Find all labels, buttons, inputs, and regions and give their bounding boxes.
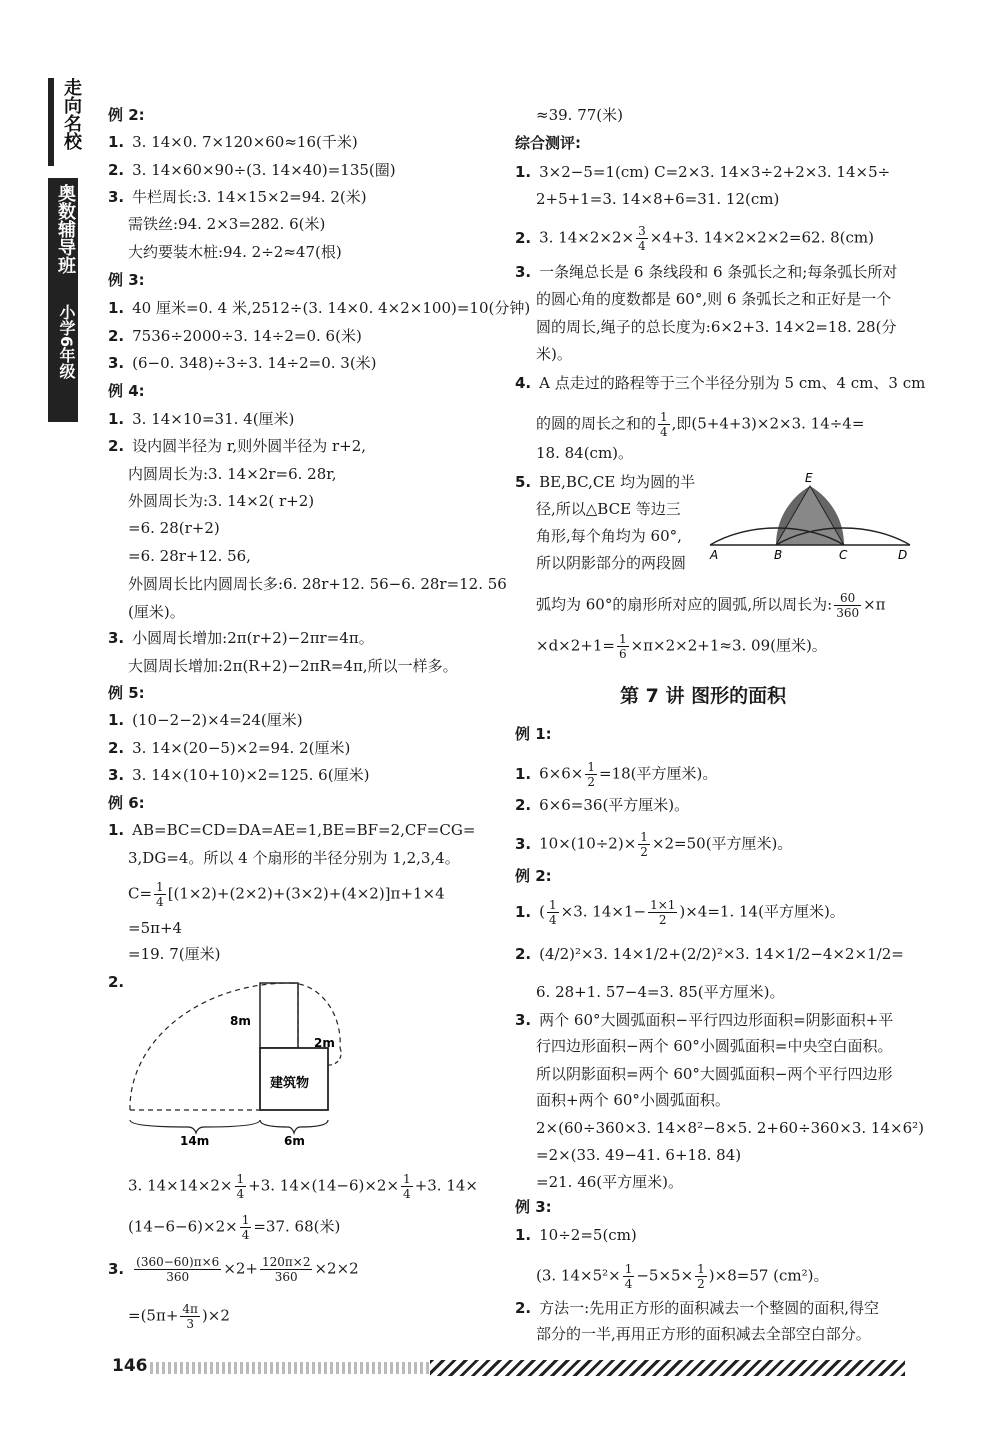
text-line bbox=[536, 317, 896, 337]
item-number: 2. bbox=[108, 327, 125, 345]
point-d: D bbox=[898, 548, 908, 562]
label-2m: 2m bbox=[314, 1036, 335, 1050]
fraction-denominator: 4 bbox=[403, 1187, 411, 1201]
numbered-line bbox=[515, 373, 925, 393]
text-part: =5π+4 bbox=[128, 919, 183, 937]
numbered-line bbox=[515, 898, 845, 927]
text-line bbox=[128, 656, 458, 676]
rope-post bbox=[260, 983, 298, 1048]
fraction-numerator: 1 bbox=[403, 1172, 411, 1186]
text-line bbox=[536, 1262, 829, 1291]
numbered-line bbox=[515, 1298, 879, 1318]
text-part: ×π×2×2+1≈3. 09(厘米)。 bbox=[630, 636, 827, 655]
numbered-line bbox=[515, 262, 897, 282]
fraction-2 bbox=[695, 1262, 707, 1291]
text-part: 6. 28+1. 57−4=3. 85(平方厘米)。 bbox=[536, 983, 785, 1001]
numbered-line bbox=[108, 353, 377, 373]
fraction-denominator: 2 bbox=[640, 845, 648, 859]
text-line bbox=[536, 1036, 893, 1056]
fraction-2 bbox=[401, 1172, 413, 1201]
numbered-line bbox=[108, 765, 369, 785]
text-part: 10×(10÷2)× bbox=[539, 834, 637, 853]
text-part: 角形,每个角均为 60°, bbox=[536, 527, 682, 545]
text-part: 的圆心角的度数都是 60°,则 6 条弧长之和正好是一个 bbox=[536, 290, 892, 308]
text-part: 的圆的周长之和的 bbox=[536, 414, 657, 433]
text-part: 10÷2=5(cm) bbox=[539, 1226, 637, 1244]
fraction-denominator: 360 bbox=[274, 1270, 298, 1284]
fraction-denominator: 4 bbox=[549, 913, 557, 927]
text-part: 径,所以△BCE 等边三 bbox=[536, 500, 681, 518]
text-part: =(5π+ bbox=[128, 1306, 179, 1325]
text-part: 40 厘米=0. 4 米,2512÷(3. 14×0. 4×2×100)=10(分钟) bbox=[132, 299, 531, 317]
item-number: 1. bbox=[515, 163, 532, 181]
text-part: −5×5× bbox=[636, 1266, 694, 1285]
text-line bbox=[536, 443, 633, 463]
section-heading: 例 4: bbox=[108, 382, 145, 400]
fraction bbox=[585, 760, 597, 789]
text-part: A 点走过的路程等于三个半径分别为 5 cm、4 cm、3 cm bbox=[539, 374, 926, 392]
fraction-numerator: 1 bbox=[549, 898, 557, 912]
label-8m: 8m bbox=[230, 1014, 251, 1028]
fraction bbox=[834, 591, 861, 620]
text-part: AB=BC=CD=DA=AE=1,BE=BF=2,CF=CG= bbox=[132, 821, 476, 839]
text-part: 两个 60°大圆弧面积−平行四边形面积=阴影面积+平 bbox=[539, 1011, 894, 1029]
text-line bbox=[536, 632, 827, 661]
numbered-line bbox=[108, 132, 358, 152]
section-heading: 例 3: bbox=[108, 271, 145, 289]
semicircle-figure bbox=[706, 468, 916, 563]
text-part: BE,BC,CE 均为圆的半 bbox=[539, 473, 696, 491]
text-part: =6. 28(r+2) bbox=[128, 519, 220, 537]
fraction-numerator: 1 bbox=[156, 880, 164, 894]
text-line bbox=[536, 410, 864, 439]
text-part: 米)。 bbox=[536, 345, 572, 363]
fraction bbox=[180, 1302, 200, 1331]
fraction-numerator: 1 bbox=[241, 1213, 250, 1227]
text-part: ,即(5+4+3)×2×3. 14÷4= bbox=[671, 414, 865, 433]
numbered-line bbox=[108, 972, 132, 992]
text-line bbox=[128, 546, 251, 566]
fraction-numerator: 1 bbox=[624, 1262, 633, 1276]
fraction-numerator: 1 bbox=[236, 1172, 245, 1186]
fraction-numerator: 1 bbox=[618, 632, 627, 646]
section-heading: 综合测评: bbox=[515, 134, 581, 152]
text-part: ×4+3. 14×2×2×2=62. 8(cm) bbox=[649, 228, 874, 247]
item-number: 3. bbox=[515, 834, 532, 853]
fraction bbox=[547, 898, 559, 927]
text-part: (6−0. 348)÷3÷3. 14÷2=0. 3(米) bbox=[132, 354, 377, 372]
text-part: ( bbox=[539, 902, 545, 921]
text-part: 2×(60÷360×3. 14×8²−8×5. 2+60÷360×3. 14×6²) bbox=[536, 1119, 924, 1137]
text-part: 3,DG=4。所以 4 个扇形的半径分别为 1,2,3,4。 bbox=[128, 849, 460, 867]
numbered-line bbox=[515, 944, 904, 964]
text-part: 2+5+1=3. 14×8+6=31. 12(cm) bbox=[536, 190, 780, 208]
numbered-line bbox=[515, 760, 717, 789]
section-heading: 例 5: bbox=[108, 684, 145, 702]
text-part: ×π bbox=[863, 595, 886, 614]
numbered-line bbox=[108, 298, 530, 318]
text-part: (4/2)²×3. 14×1/2+(2/2)²×3. 14×1/2−4×2×1/2= bbox=[539, 945, 904, 963]
numbered-line bbox=[515, 472, 695, 492]
fraction-denominator: 360 bbox=[836, 606, 860, 620]
item-number: 3. bbox=[108, 188, 125, 206]
text-part: 3. 14×2×2× bbox=[539, 228, 635, 247]
fraction-denominator: 2 bbox=[658, 913, 667, 927]
text-part: ×d×2+1= bbox=[536, 636, 615, 655]
grade-name: 小学6年级 bbox=[57, 304, 76, 380]
item-number: 3. bbox=[108, 629, 125, 647]
text-line bbox=[536, 1324, 871, 1344]
item-number: 4. bbox=[515, 374, 532, 392]
text-line bbox=[128, 464, 337, 484]
text-part: 圆的周长,绳子的总长度为:6×2+3. 14×2=18. 28(分 bbox=[536, 318, 897, 336]
text-part: =6. 28r+12. 56, bbox=[128, 547, 251, 565]
fraction-denominator: 4 bbox=[660, 425, 668, 439]
fraction bbox=[235, 1172, 247, 1201]
item-number: 1. bbox=[108, 711, 125, 729]
text-part: +3. 14× bbox=[414, 1176, 478, 1195]
section-heading: 例 3: bbox=[515, 1198, 552, 1216]
item-number: 2. bbox=[108, 161, 125, 179]
numbered-line bbox=[108, 820, 475, 840]
text-line bbox=[128, 848, 460, 868]
text-part: 方法一:先用正方形的面积减去一个整圆的面积,得空 bbox=[539, 1299, 879, 1317]
numbered-line bbox=[515, 224, 874, 253]
grade-tab bbox=[48, 300, 78, 422]
text-part: 外圆周长为:3. 14×2( r+2) bbox=[128, 492, 315, 510]
fraction bbox=[623, 1262, 635, 1291]
text-line bbox=[536, 1064, 893, 1084]
text-part: (厘米)。 bbox=[128, 603, 185, 621]
fraction-denominator: 4 bbox=[156, 895, 164, 909]
item-number: 2. bbox=[515, 945, 532, 963]
text-part: )×2 bbox=[201, 1306, 230, 1325]
text-part: 3×2−5=1(cm) C=2×3. 14×3÷2+2×3. 14×5÷ bbox=[539, 163, 891, 181]
point-e: E bbox=[805, 471, 813, 485]
item-number: 2. bbox=[515, 796, 532, 814]
fraction-denominator: 4 bbox=[638, 239, 646, 253]
numbered-line bbox=[108, 436, 366, 456]
text-part: 所以阴影部分的两段圆 bbox=[536, 554, 687, 572]
item-number: 3. bbox=[108, 1259, 125, 1278]
fraction-denominator: 3 bbox=[186, 1317, 194, 1331]
text-part: 外圆周长比内圆周长多:6. 28r+12. 56−6. 28r=12. 56 bbox=[128, 575, 507, 593]
section-heading: 例 2: bbox=[515, 867, 552, 885]
text-line bbox=[128, 1302, 230, 1331]
text-part: =18(平方厘米)。 bbox=[599, 764, 718, 783]
text-line bbox=[536, 289, 891, 309]
text-line bbox=[128, 214, 325, 234]
fraction-numerator: (360−60)π×6 bbox=[136, 1255, 220, 1269]
text-line bbox=[128, 1172, 478, 1201]
text-line bbox=[128, 880, 445, 909]
text-part: 小圆周长增加:2π(r+2)−2πr=4π。 bbox=[132, 629, 374, 647]
item-number: 2. bbox=[108, 973, 125, 991]
text-part: 大约要装木桩:94. 2÷2≈47(根) bbox=[128, 243, 342, 261]
numbered-line bbox=[515, 830, 792, 859]
fraction-denominator: 4 bbox=[241, 1228, 250, 1242]
item-number: 2. bbox=[108, 437, 125, 455]
numbered-line bbox=[515, 162, 890, 182]
item-number: 2. bbox=[108, 739, 125, 757]
brace-bottom bbox=[130, 1120, 260, 1133]
label-6m: 6m bbox=[284, 1134, 305, 1148]
numbered-line bbox=[108, 160, 396, 180]
text-part: )×4=1. 14(平方厘米)。 bbox=[679, 902, 845, 921]
label-14m: 14m bbox=[180, 1134, 210, 1148]
section-heading: 例 2: bbox=[108, 106, 145, 124]
text-part: 3. 14×10=31. 4(厘米) bbox=[132, 410, 295, 428]
text-part: 3. 14×(20−5)×2=94. 2(厘米) bbox=[132, 739, 351, 757]
fraction bbox=[134, 1255, 221, 1284]
item-number: 1. bbox=[515, 1226, 532, 1244]
item-number: 1. bbox=[108, 299, 125, 317]
text-part: 6×6=36(平方厘米)。 bbox=[539, 796, 690, 814]
fraction bbox=[154, 880, 166, 909]
text-part: ×2+ bbox=[223, 1259, 258, 1278]
text-line bbox=[128, 944, 220, 964]
text-part: 内圆周长为:3. 14×2r=6. 28r, bbox=[128, 465, 337, 483]
text-part: 3. 14×(10+10)×2=125. 6(厘米) bbox=[132, 766, 370, 784]
fraction-numerator: 60 bbox=[834, 591, 861, 606]
text-part: 部分的一半,再用正方形的面积减去全部空白部分。 bbox=[536, 1325, 871, 1343]
text-part: )×8=57 (cm²)。 bbox=[708, 1266, 829, 1285]
text-part: 牛栏周长:3. 14×15×2=94. 2(米) bbox=[132, 188, 367, 206]
text-part: 3. 14×0. 7×120×60≈16(千米) bbox=[132, 133, 358, 151]
fraction-numerator: 4π bbox=[182, 1302, 198, 1316]
fraction-numerator: 120π×2 bbox=[262, 1255, 311, 1269]
text-line bbox=[536, 1145, 741, 1165]
text-line bbox=[536, 553, 686, 573]
text-part: =37. 68(米) bbox=[253, 1217, 341, 1236]
text-part: 行四边形面积−两个 60°小圆弧面积=中央空白面积。 bbox=[536, 1037, 893, 1055]
item-number: 3. bbox=[108, 354, 125, 372]
building-figure bbox=[118, 975, 348, 1150]
text-part: (3. 14×5²× bbox=[536, 1266, 621, 1285]
text-part: =21. 46(平方厘米)。 bbox=[536, 1173, 683, 1191]
text-line bbox=[536, 344, 572, 364]
fraction-numerator: 1 bbox=[640, 830, 648, 844]
text-line bbox=[536, 526, 682, 546]
series-name: 走向名校 bbox=[61, 78, 82, 150]
item-number: 1. bbox=[108, 821, 125, 839]
section-heading: 例 6: bbox=[108, 794, 145, 812]
text-part: 所以阴影面积=两个 60°大圆弧面积−两个平行四边形 bbox=[536, 1065, 893, 1083]
text-line bbox=[536, 105, 623, 125]
fraction-denominator: 4 bbox=[624, 1277, 633, 1291]
footer-arrows bbox=[430, 1360, 905, 1376]
text-part: 设内圆半径为 r,则外圆半径为 r+2, bbox=[132, 437, 367, 455]
text-line bbox=[536, 499, 681, 519]
text-part: 3. 14×60×90÷(3. 14×40)=135(圈) bbox=[132, 161, 396, 179]
text-part: 弧均为 60°的扇形所对应的圆弧,所以周长为: bbox=[536, 595, 833, 614]
page-number: 146 bbox=[112, 1356, 148, 1376]
text-part: (14−6−6)×2× bbox=[128, 1217, 238, 1236]
point-c: C bbox=[839, 548, 848, 562]
numbered-line bbox=[515, 795, 689, 815]
tiny-arc bbox=[328, 1048, 341, 1065]
fraction bbox=[636, 224, 648, 253]
numbered-line bbox=[108, 710, 303, 730]
text-part: 面积+两个 60°小圆弧面积。 bbox=[536, 1091, 730, 1109]
item-number: 2. bbox=[515, 1299, 532, 1317]
item-number: 3. bbox=[515, 1011, 532, 1029]
text-part: [(1×2)+(2×2)+(3×2)+(4×2)]π+1×4 bbox=[167, 884, 445, 903]
item-number: 1. bbox=[108, 133, 125, 151]
fraction bbox=[658, 410, 670, 439]
item-number: 3. bbox=[515, 263, 532, 281]
text-part: =2×(33. 49−41. 6+18. 84) bbox=[536, 1146, 742, 1164]
numbered-line bbox=[108, 326, 362, 346]
fraction-denominator: 4 bbox=[236, 1187, 245, 1201]
text-line bbox=[536, 591, 886, 620]
text-part: 6×6× bbox=[539, 764, 584, 783]
text-part: +3. 14×(14−6)×2× bbox=[248, 1176, 400, 1195]
text-line bbox=[128, 491, 314, 511]
numbered-line bbox=[108, 628, 374, 648]
text-part: C= bbox=[128, 884, 153, 903]
numbered-line bbox=[108, 1255, 359, 1284]
fraction-numerator: 3 bbox=[638, 224, 646, 238]
fraction bbox=[240, 1213, 252, 1242]
text-line bbox=[536, 1118, 924, 1138]
label-building: 建筑物 bbox=[270, 1076, 310, 1091]
fraction-denominator: 2 bbox=[587, 775, 596, 789]
text-part: 大圆周长增加:2π(R+2)−2πR=4π,所以一样多。 bbox=[128, 657, 458, 675]
text-line bbox=[128, 574, 507, 594]
point-b: B bbox=[774, 548, 783, 562]
text-part: =19. 7(厘米) bbox=[128, 945, 221, 963]
book-name: 奥数辅导班 bbox=[55, 184, 76, 274]
numbered-line bbox=[108, 738, 350, 758]
text-line bbox=[536, 1172, 683, 1192]
numbered-line bbox=[108, 187, 367, 207]
text-part: (10−2−2)×4=24(厘米) bbox=[132, 711, 303, 729]
text-part: ×2=50(平方厘米)。 bbox=[651, 834, 793, 853]
text-line bbox=[128, 242, 342, 262]
brace-bottom-2 bbox=[260, 1120, 328, 1133]
text-part: 3. 14×14×2× bbox=[128, 1176, 233, 1195]
item-number: 5. bbox=[515, 473, 532, 491]
text-line bbox=[536, 982, 784, 1002]
lesson-title: 第 7 讲 图形的面积 bbox=[620, 685, 787, 707]
fraction-numerator: 1 bbox=[697, 1262, 705, 1276]
fraction-numerator: 1 bbox=[660, 410, 668, 424]
numbered-line bbox=[515, 1225, 637, 1245]
text-part: 需铁丝:94. 2×3=282. 6(米) bbox=[128, 215, 326, 233]
text-line bbox=[536, 1090, 730, 1110]
text-part: ×2×2 bbox=[314, 1259, 359, 1278]
text-line bbox=[128, 918, 182, 938]
point-a: A bbox=[710, 548, 719, 562]
fraction-denominator: 6 bbox=[618, 647, 627, 661]
fraction-numerator: 1×1 bbox=[650, 898, 676, 912]
fraction-denominator: 2 bbox=[697, 1277, 705, 1291]
text-line bbox=[536, 189, 779, 209]
section-heading: 例 1: bbox=[515, 725, 552, 743]
fraction-2 bbox=[260, 1255, 312, 1284]
item-number: 1. bbox=[515, 902, 532, 921]
series-tab bbox=[48, 78, 84, 166]
numbered-line bbox=[515, 1010, 893, 1030]
text-part: 一条绳总长是 6 条线段和 6 条弧长之和;每条弧长所对 bbox=[539, 263, 898, 281]
text-part: 7536÷2000÷3. 14÷2=0. 6(米) bbox=[132, 327, 362, 345]
fraction-numerator: 1 bbox=[587, 760, 596, 774]
text-line bbox=[128, 518, 220, 538]
text-line bbox=[128, 602, 185, 622]
text-part: 18. 84(cm)。 bbox=[536, 444, 634, 462]
fraction-denominator: 360 bbox=[166, 1270, 190, 1284]
item-number: 2. bbox=[515, 228, 532, 247]
fraction bbox=[638, 830, 650, 859]
numbered-line bbox=[108, 409, 294, 429]
text-part: ≈39. 77(米) bbox=[536, 106, 623, 124]
book-tab bbox=[48, 178, 78, 304]
item-number: 1. bbox=[108, 410, 125, 428]
item-number: 3. bbox=[108, 766, 125, 784]
text-part: ×3. 14×1− bbox=[560, 902, 647, 921]
fraction-2 bbox=[648, 898, 677, 927]
text-line bbox=[128, 1213, 340, 1242]
item-number: 1. bbox=[515, 764, 532, 783]
fraction bbox=[617, 632, 629, 661]
